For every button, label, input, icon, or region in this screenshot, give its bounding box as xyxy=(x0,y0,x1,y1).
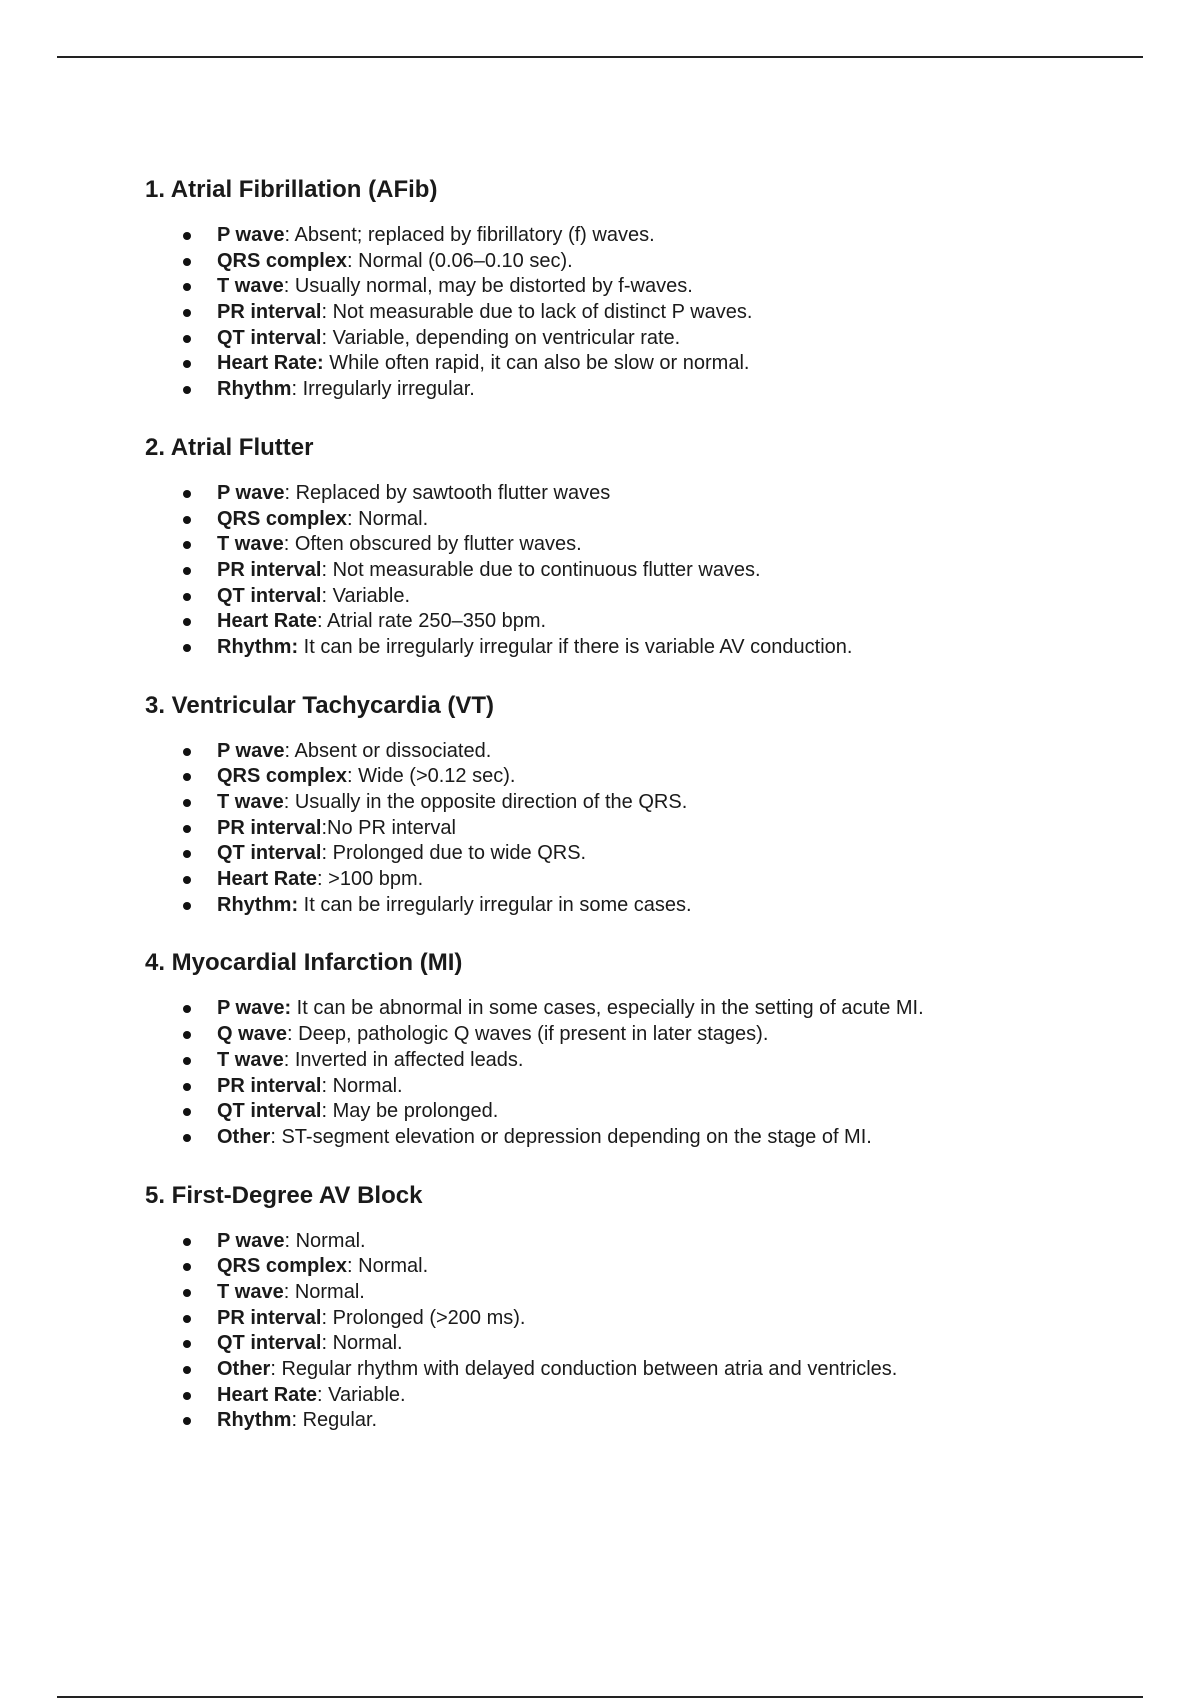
bullet-icon xyxy=(183,825,191,833)
bullet-icon xyxy=(183,541,191,549)
item-term: PR interval xyxy=(217,1074,322,1097)
bullet-icon xyxy=(183,1289,191,1297)
av-block-criteria-list xyxy=(145,1229,1045,1435)
item-text: : Irregularly irregular. xyxy=(291,378,475,401)
mi-criteria-list xyxy=(145,996,1045,1150)
item-term: Rhythm xyxy=(217,1409,292,1432)
item-term: P wave xyxy=(217,224,285,246)
list-item xyxy=(145,816,1045,842)
item-term: QT interval xyxy=(217,584,322,607)
section-title-ventricular-tachycardia: 3. Ventricular Tachycardia (VT) xyxy=(145,691,495,719)
list-item xyxy=(145,1408,1045,1434)
item-term: QT interval xyxy=(217,842,322,865)
item-text: : Variable. xyxy=(321,584,411,607)
item-text: : Normal. xyxy=(321,1332,403,1355)
item-term: T wave xyxy=(217,791,284,813)
list-item xyxy=(145,1125,1045,1151)
item-text: : Normal. xyxy=(347,1255,429,1278)
list-item xyxy=(145,377,1045,403)
item-term: Other xyxy=(217,1125,271,1148)
list-item xyxy=(145,635,1045,661)
bullet-icon xyxy=(183,1083,191,1091)
bullet-icon xyxy=(183,773,191,781)
bullet-icon xyxy=(183,644,191,652)
item-term: PR interval xyxy=(217,301,322,324)
item-text: : >100 bpm. xyxy=(317,868,424,891)
page-header-rule xyxy=(57,56,1143,58)
item-term: QRS complex xyxy=(217,765,348,788)
list-item xyxy=(145,1280,1045,1306)
item-term: T wave xyxy=(217,275,284,298)
item-text: : Often obscured by flutter waves. xyxy=(283,533,582,556)
item-text: It can be irregularly irregular if there is variable AV conduction. xyxy=(298,635,853,658)
item-term: Q wave xyxy=(217,1023,288,1046)
bullet-icon xyxy=(183,516,191,524)
item-term: P wave xyxy=(217,739,285,762)
list-item xyxy=(145,1357,1045,1383)
list-item xyxy=(145,584,1045,610)
list-item xyxy=(145,739,1045,765)
list-item xyxy=(145,1383,1045,1409)
item-term: PR interval xyxy=(217,558,322,581)
list-item xyxy=(145,790,1045,816)
afib-criteria-list xyxy=(145,223,1045,403)
vt-criteria-list xyxy=(145,739,1045,919)
bullet-icon xyxy=(183,232,191,240)
item-term: T wave xyxy=(217,533,284,556)
bullet-icon xyxy=(183,309,191,317)
item-text: : Absent or dissociated. xyxy=(284,739,492,762)
bullet-icon xyxy=(183,1238,191,1246)
list-item xyxy=(145,351,1045,377)
section-title-atrial-flutter: 2. Atrial Flutter xyxy=(145,433,314,461)
section-title-myocardial-infarction: 4. Myocardial Infarction (MI) xyxy=(145,949,463,977)
item-term: Heart Rate xyxy=(217,868,318,891)
item-term: QT interval xyxy=(217,1332,322,1355)
list-item xyxy=(145,507,1045,533)
item-term: Heart Rate xyxy=(217,1383,318,1406)
item-text: : Wide (>0.12 sec). xyxy=(347,765,516,788)
list-item xyxy=(145,1074,1045,1100)
bullet-icon xyxy=(183,1263,191,1271)
atrial-flutter-criteria-list xyxy=(145,481,1045,661)
list-item xyxy=(145,558,1045,584)
item-term: P wave xyxy=(217,481,285,504)
list-item xyxy=(145,1331,1045,1357)
item-text: : Replaced by sawtooth flutter waves xyxy=(284,481,611,504)
bullet-icon xyxy=(183,1417,191,1425)
page-footer-rule xyxy=(57,1696,1143,1698)
item-text: : Regular. xyxy=(291,1409,378,1432)
list-item xyxy=(145,1229,1045,1255)
list-item xyxy=(145,223,1045,249)
item-term: QRS complex xyxy=(217,249,348,272)
bullet-icon xyxy=(183,799,191,807)
bullet-icon xyxy=(183,567,191,575)
list-item xyxy=(145,274,1045,300)
bullet-icon xyxy=(183,850,191,858)
item-text: While often rapid, it can also be slow or normal. xyxy=(323,352,750,375)
item-text: : May be prolonged. xyxy=(321,1100,499,1123)
list-item xyxy=(145,841,1045,867)
item-term: QT interval xyxy=(217,1100,322,1123)
bullet-icon xyxy=(183,283,191,291)
list-item xyxy=(145,893,1045,919)
bullet-icon xyxy=(183,1005,191,1013)
item-text: : Atrial rate 250–350 bpm. xyxy=(317,610,547,633)
item-text: : Variable, depending on ventricular rate. xyxy=(321,326,681,349)
item-text: : Prolonged (>200 ms). xyxy=(321,1306,526,1329)
item-text: : ST-segment elevation or depression depending on the stage of MI. xyxy=(270,1125,872,1148)
item-text: : Absent; replaced by fibrillatory (f) waves. xyxy=(284,224,655,246)
item-text: : Usually in the opposite direction of the QRS. xyxy=(283,791,688,813)
bullet-icon xyxy=(183,258,191,266)
item-term: P wave: xyxy=(217,997,292,1020)
item-term: P wave xyxy=(217,1229,285,1252)
bullet-icon xyxy=(183,1340,191,1348)
item-term: Rhythm: xyxy=(217,893,299,916)
item-text: : Prolonged due to wide QRS. xyxy=(321,842,587,865)
item-text: : Regular rhythm with delayed conduction between atria and ventricles. xyxy=(270,1358,898,1380)
list-item xyxy=(145,1022,1045,1048)
bullet-icon xyxy=(183,490,191,498)
item-term: Rhythm: xyxy=(217,635,299,658)
item-term: PR interval xyxy=(217,816,322,839)
item-term: QT interval xyxy=(217,326,322,349)
list-item xyxy=(145,1099,1045,1125)
bullet-icon xyxy=(183,1366,191,1374)
list-item xyxy=(145,1254,1045,1280)
item-term: Rhythm xyxy=(217,378,292,401)
item-text: : Usually normal, may be distorted by f-waves. xyxy=(283,275,693,298)
item-term: T wave xyxy=(217,1280,284,1303)
item-term: QRS complex xyxy=(217,507,348,530)
list-item xyxy=(145,481,1045,507)
item-text: It can be abnormal in some cases, especially in the setting of acute MI. xyxy=(291,997,924,1020)
list-item xyxy=(145,326,1045,352)
bullet-icon xyxy=(183,748,191,756)
item-text: : Deep, pathologic Q waves (if present in later stages). xyxy=(287,1023,769,1046)
list-item xyxy=(145,1306,1045,1332)
item-term: Other xyxy=(217,1358,271,1380)
item-text: It can be irregularly irregular in some cases. xyxy=(298,893,692,916)
item-term: QRS complex xyxy=(217,1255,348,1278)
bullet-icon xyxy=(183,1392,191,1400)
item-term: T wave xyxy=(217,1048,284,1071)
list-item xyxy=(145,764,1045,790)
bullet-icon xyxy=(183,1108,191,1116)
list-item xyxy=(145,867,1045,893)
item-text: : Inverted in affected leads. xyxy=(283,1048,524,1071)
item-term: Heart Rate xyxy=(217,610,318,633)
document-body xyxy=(145,175,1045,1464)
bullet-icon xyxy=(183,1315,191,1323)
list-item xyxy=(145,532,1045,558)
bullet-icon xyxy=(183,618,191,626)
item-term: PR interval xyxy=(217,1306,322,1329)
bullet-icon xyxy=(183,593,191,601)
bullet-icon xyxy=(183,386,191,394)
item-term: Heart Rate: xyxy=(217,352,324,375)
bullet-icon xyxy=(183,360,191,368)
item-text: : Normal. xyxy=(321,1074,403,1097)
list-item xyxy=(145,1048,1045,1074)
item-text: : Normal. xyxy=(347,507,429,530)
list-item xyxy=(145,996,1045,1022)
item-text: : Variable. xyxy=(317,1383,406,1406)
bullet-icon xyxy=(183,902,191,910)
bullet-icon xyxy=(183,1057,191,1065)
list-item xyxy=(145,249,1045,275)
bullet-icon xyxy=(183,335,191,343)
item-text: : Normal. xyxy=(283,1280,365,1303)
list-item xyxy=(145,300,1045,326)
list-item xyxy=(145,609,1045,635)
item-text: : Not measurable due to lack of distinct P waves. xyxy=(321,301,753,324)
section-title-first-degree-av-block: 5. First-Degree AV Block xyxy=(145,1181,423,1209)
item-text: :No PR interval xyxy=(321,816,456,839)
item-text: : Normal. xyxy=(284,1229,366,1252)
item-text: : Normal (0.06–0.10 sec). xyxy=(347,249,573,272)
item-text: : Not measurable due to continuous flutter waves. xyxy=(321,558,761,581)
bullet-icon xyxy=(183,876,191,884)
bullet-icon xyxy=(183,1031,191,1039)
section-title-afib: 1. Atrial Fibrillation (AFib) xyxy=(145,176,438,203)
bullet-icon xyxy=(183,1134,191,1142)
